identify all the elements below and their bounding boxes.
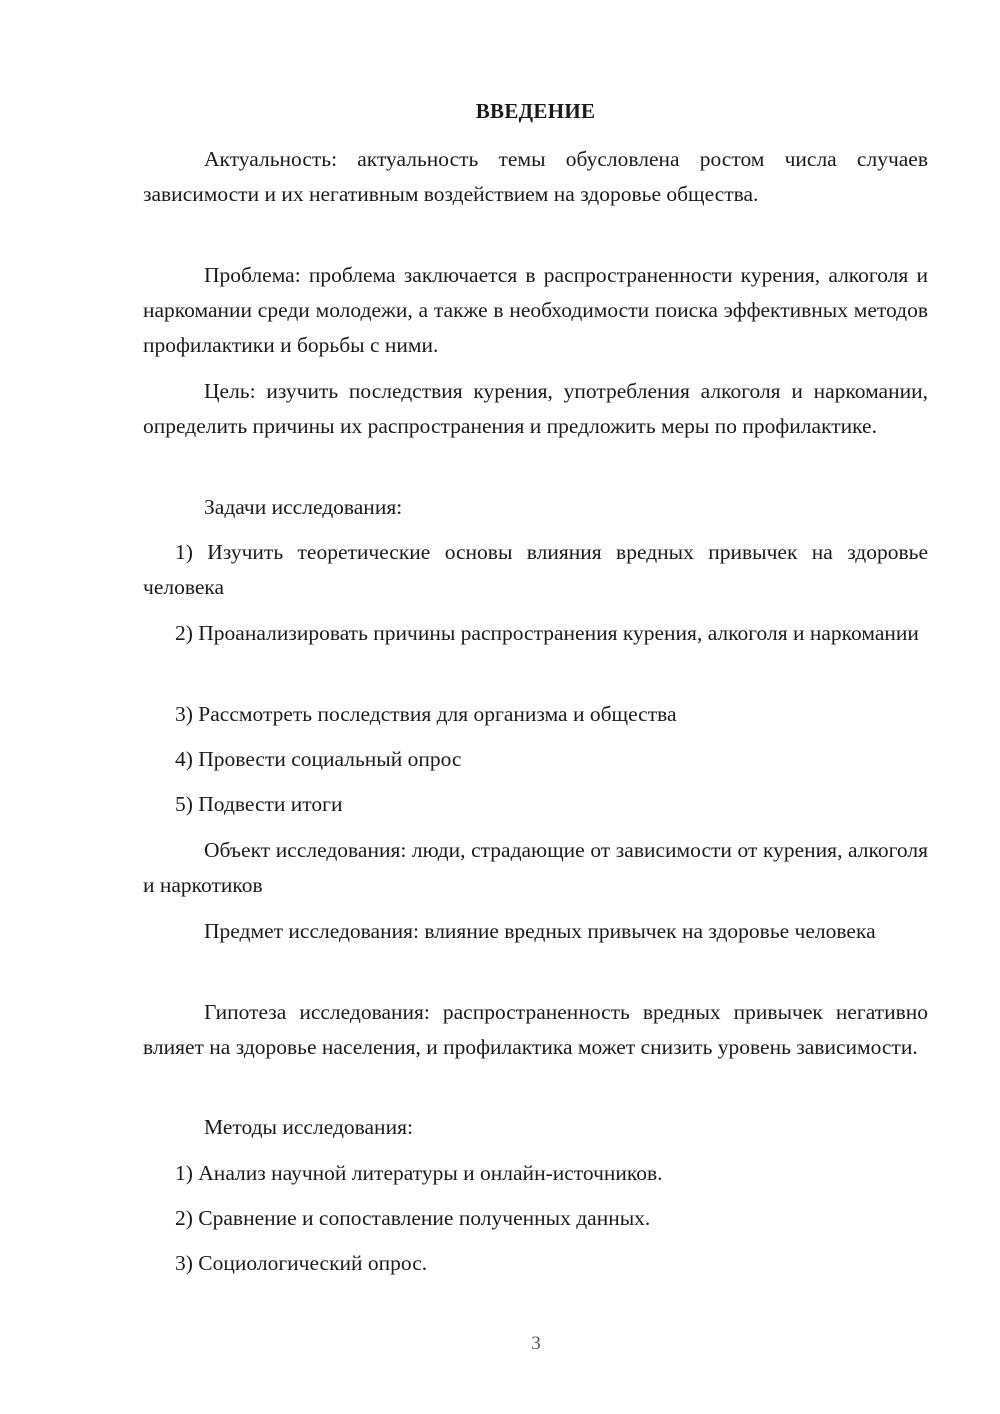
list-item-method-2: 2) Сравнение и сопоставление полученных данных. bbox=[175, 1206, 651, 1230]
paragraph-object: Объект исследования: люди, страдающие от зависимости от курения, алкоголя и наркотиков bbox=[143, 838, 928, 897]
paragraph-goal: Цель: изучить последствия курения, употребления алкоголя и наркомании, определить причины их распространения и предложить меры по профилактике. bbox=[143, 379, 928, 438]
list-item-task-3: 3) Рассмотреть последствия для организма и общества bbox=[175, 702, 677, 726]
paragraph-relevance: Актуальность: актуальность темы обусловлена ростом числа случаев зависимости и их негативным воздействием на здоровье общества. bbox=[143, 147, 928, 206]
paragraph-methods-heading: Методы исследования: bbox=[204, 1115, 413, 1139]
list-item-method-3: 3) Социологический опрос. bbox=[175, 1251, 428, 1275]
page-number: 3 bbox=[531, 1333, 541, 1354]
paragraph-hypothesis: Гипотеза исследования: распространенность вредных привычек негативно влияет на здоровье населения, и профилактика может снизить уровень зависимости. bbox=[143, 1000, 928, 1059]
list-item-task-2: 2) Проанализировать причины распространения курения, алкоголя и наркомании bbox=[175, 621, 919, 645]
paragraph-subject: Предмет исследования: влияние вредных привычек на здоровье человека bbox=[204, 919, 876, 943]
list-item-method-1: 1) Анализ научной литературы и онлайн-источников. bbox=[175, 1161, 663, 1185]
paragraph-problem: Проблема: проблема заключается в распространенности курения, алкоголя и наркомании среди молодежи, а также в необходимости поиска эффективных методов профилактики и борьбы с ними. bbox=[143, 263, 928, 357]
section-title: ВВЕДЕНИЕ bbox=[475, 99, 596, 123]
list-item-task-4: 4) Провести социальный опрос bbox=[175, 747, 462, 771]
list-item-task-5: 5) Подвести итоги bbox=[175, 792, 343, 816]
paragraph-tasks-heading: Задачи исследования: bbox=[204, 495, 403, 519]
list-item-task-1: 1) Изучить теоретические основы влияния вредных привычек на здоровье человека bbox=[143, 540, 928, 599]
